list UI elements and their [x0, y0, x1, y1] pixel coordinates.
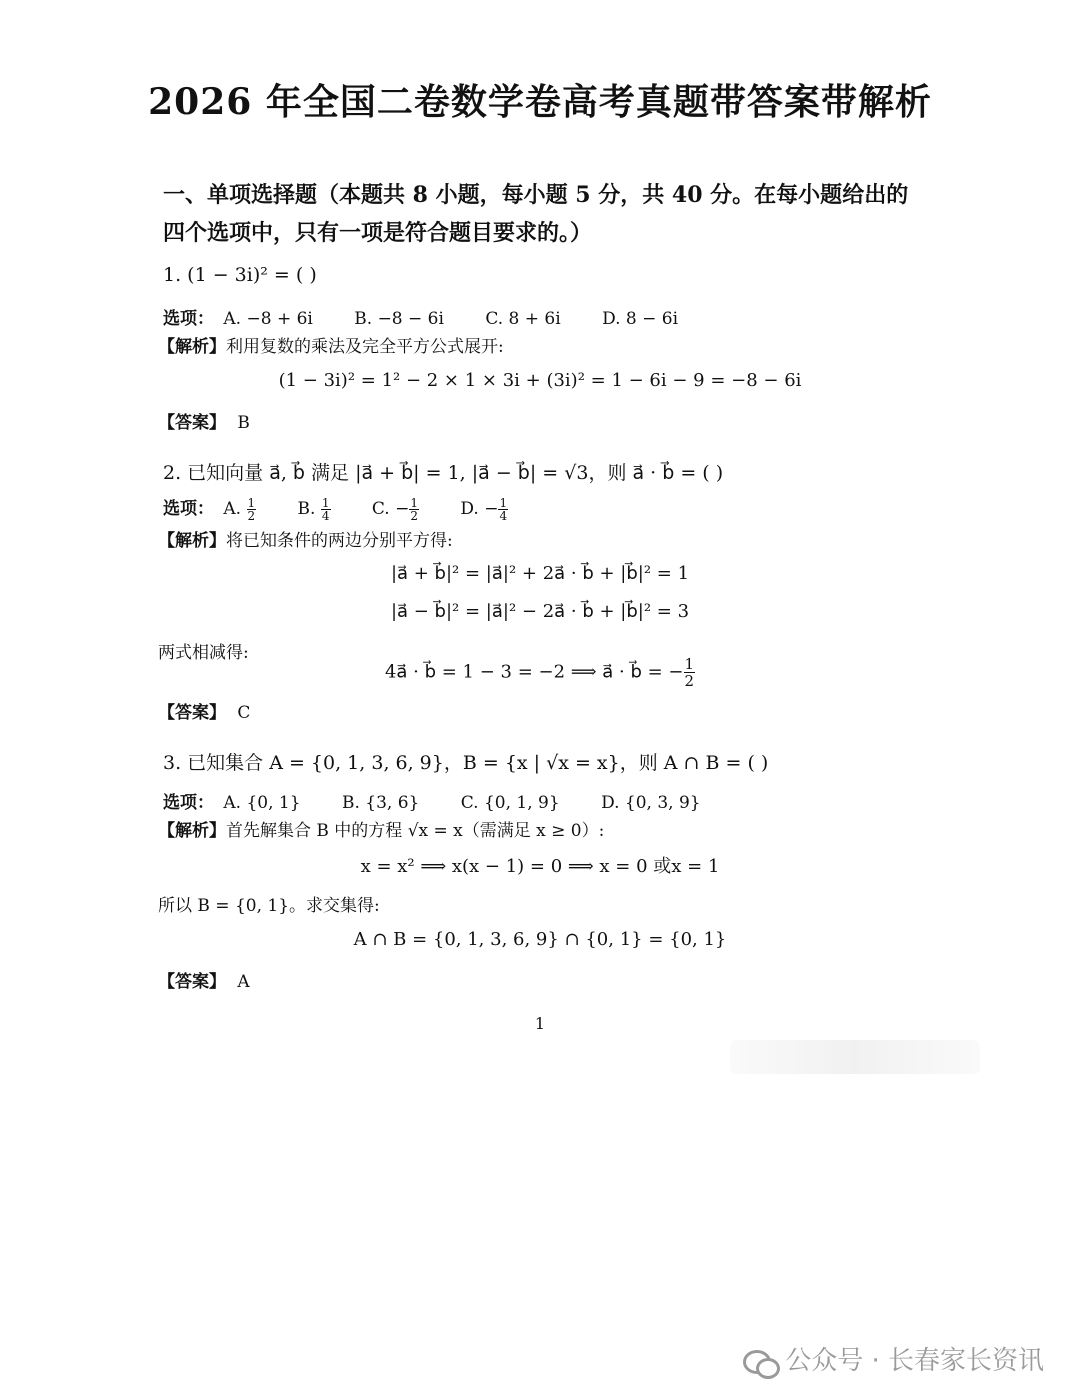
q3-analysis-label: 【解析】 — [158, 821, 226, 841]
watermark — [743, 1340, 1044, 1377]
q1-analysis — [158, 332, 504, 357]
q1-answer-value: B — [237, 413, 250, 433]
q3-analysis-text: 首先解集合 B 中的方程 √x = x（需满足 x ≥ 0）: — [226, 821, 605, 841]
q2-equation-1: |a⃗ + b⃗|² = |a⃗|² + 2a⃗ · b⃗ + |b⃗|² = 1 — [390, 563, 690, 584]
q2-option-a-fraction: $\frac{1}{2}$ — [247, 496, 256, 523]
wechat-icon — [743, 1348, 777, 1376]
q1-option-d: D. 8 − 6i — [602, 309, 679, 329]
q2-option-d-fraction: $\frac{1}{4}$ — [499, 496, 508, 523]
watermark-text: 公众号 · 长春家长资讯 — [785, 1346, 1044, 1376]
q1-option-c: C. 8 + 6i — [485, 309, 561, 329]
q3-analysis — [158, 816, 604, 841]
q2-equation-3: 4a⃗ · b⃗ = 1 − 3 = −2 ⟹ a⃗ · b⃗ = − $\frac{1}{2}$ — [384, 655, 695, 690]
q1-options — [163, 304, 678, 329]
q2-analysis — [158, 526, 453, 551]
q1-analysis-text: 利用复数的乘法及完全平方公式展开: — [226, 337, 504, 357]
q3-answer-value: A — [237, 972, 250, 992]
q2-option-b-fraction: $\frac{1}{4}$ — [321, 496, 330, 523]
q2-answer-label: 【答案】 — [158, 703, 226, 723]
q2-answer — [158, 698, 250, 723]
q2-equation-2: |a⃗ − b⃗|² = |a⃗|² − 2a⃗ · b⃗ + |b⃗|² = 3 — [390, 601, 690, 622]
q2-option-c-fraction: $\frac{1}{2}$ — [410, 496, 418, 523]
q3-stem: 3. 已知集合 A = {0, 1, 3, 6, 9}，B = {x | √x = x}，则 A ∩ B = ( ) — [163, 752, 769, 774]
q3-options — [163, 788, 701, 813]
q2-option-b: B. $\frac{1}{4}$ — [297, 496, 330, 523]
q3-options-label: 选项： — [163, 793, 214, 813]
q1-analysis-label: 【解析】 — [158, 337, 226, 357]
q3-answer-label: 【答案】 — [158, 972, 226, 992]
q2-option-d: D. − $\frac{1}{4}$ — [460, 496, 508, 523]
q3-option-a: A. {0, 1} — [223, 793, 301, 813]
q3-so-text: 所以 B = {0, 1}。求交集得: — [158, 896, 380, 916]
q1-equation: (1 − 3i)² = 1² − 2 × 1 × 3i + (3i)² = 1 − 6i − 9 = −8 − 6i — [278, 370, 802, 391]
q2-options-label: 选项： — [163, 499, 214, 519]
q2-option-c: C. − $\frac{1}{2}$ — [371, 496, 418, 523]
q3-option-c: C. {0, 1, 9} — [460, 793, 560, 813]
q1-options-label: 选项： — [163, 309, 214, 329]
document-title: 2026 年全国二卷数学卷高考真题带答案带解析 — [148, 81, 932, 123]
q3-answer — [158, 967, 250, 992]
section-heading-line1: 一、单项选择题（本题共 8 小题，每小题 5 分，共 40 分。在每小题给出的 — [163, 182, 909, 208]
q1-option-a: A. −8 + 6i — [223, 309, 313, 329]
q2-options — [163, 494, 508, 522]
faint-smudge — [730, 1040, 980, 1074]
section-heading-line2: 四个选项中，只有一项是符合题目要求的。） — [163, 220, 593, 246]
q3-equation-1: x = x² ⟹ x(x − 1) = 0 ⟹ x = 0 或x = 1 — [360, 856, 720, 877]
q3-option-b: B. {3, 6} — [341, 793, 420, 813]
q1-answer — [158, 408, 250, 433]
q3-option-d: D. {0, 3, 9} — [601, 793, 701, 813]
page-number: 1 — [534, 1014, 546, 1033]
q1-stem: 1. (1 − 3i)² = ( ) — [163, 264, 317, 286]
q2-subtract-text: 两式相减得: — [158, 643, 249, 663]
q3-equation-2: A ∩ B = {0, 1, 3, 6, 9} ∩ {0, 1} = {0, 1} — [353, 929, 727, 950]
q2-equation-3-fraction: $\frac{1}{2}$ — [684, 655, 695, 690]
q2-analysis-text: 将已知条件的两边分别平方得: — [226, 531, 453, 551]
q2-analysis-label: 【解析】 — [158, 531, 226, 551]
q2-option-a: A. $\frac{1}{2}$ — [223, 496, 256, 523]
q1-option-b: B. −8 − 6i — [354, 309, 444, 329]
q2-answer-value: C — [237, 703, 251, 723]
q2-stem: 2. 已知向量 a⃗, b⃗ 满足 |a⃗ + b⃗| = 1, |a⃗ − b⃗| = √3，则 a⃗ · b⃗ = ( ) — [163, 462, 724, 484]
q1-answer-label: 【答案】 — [158, 413, 226, 433]
